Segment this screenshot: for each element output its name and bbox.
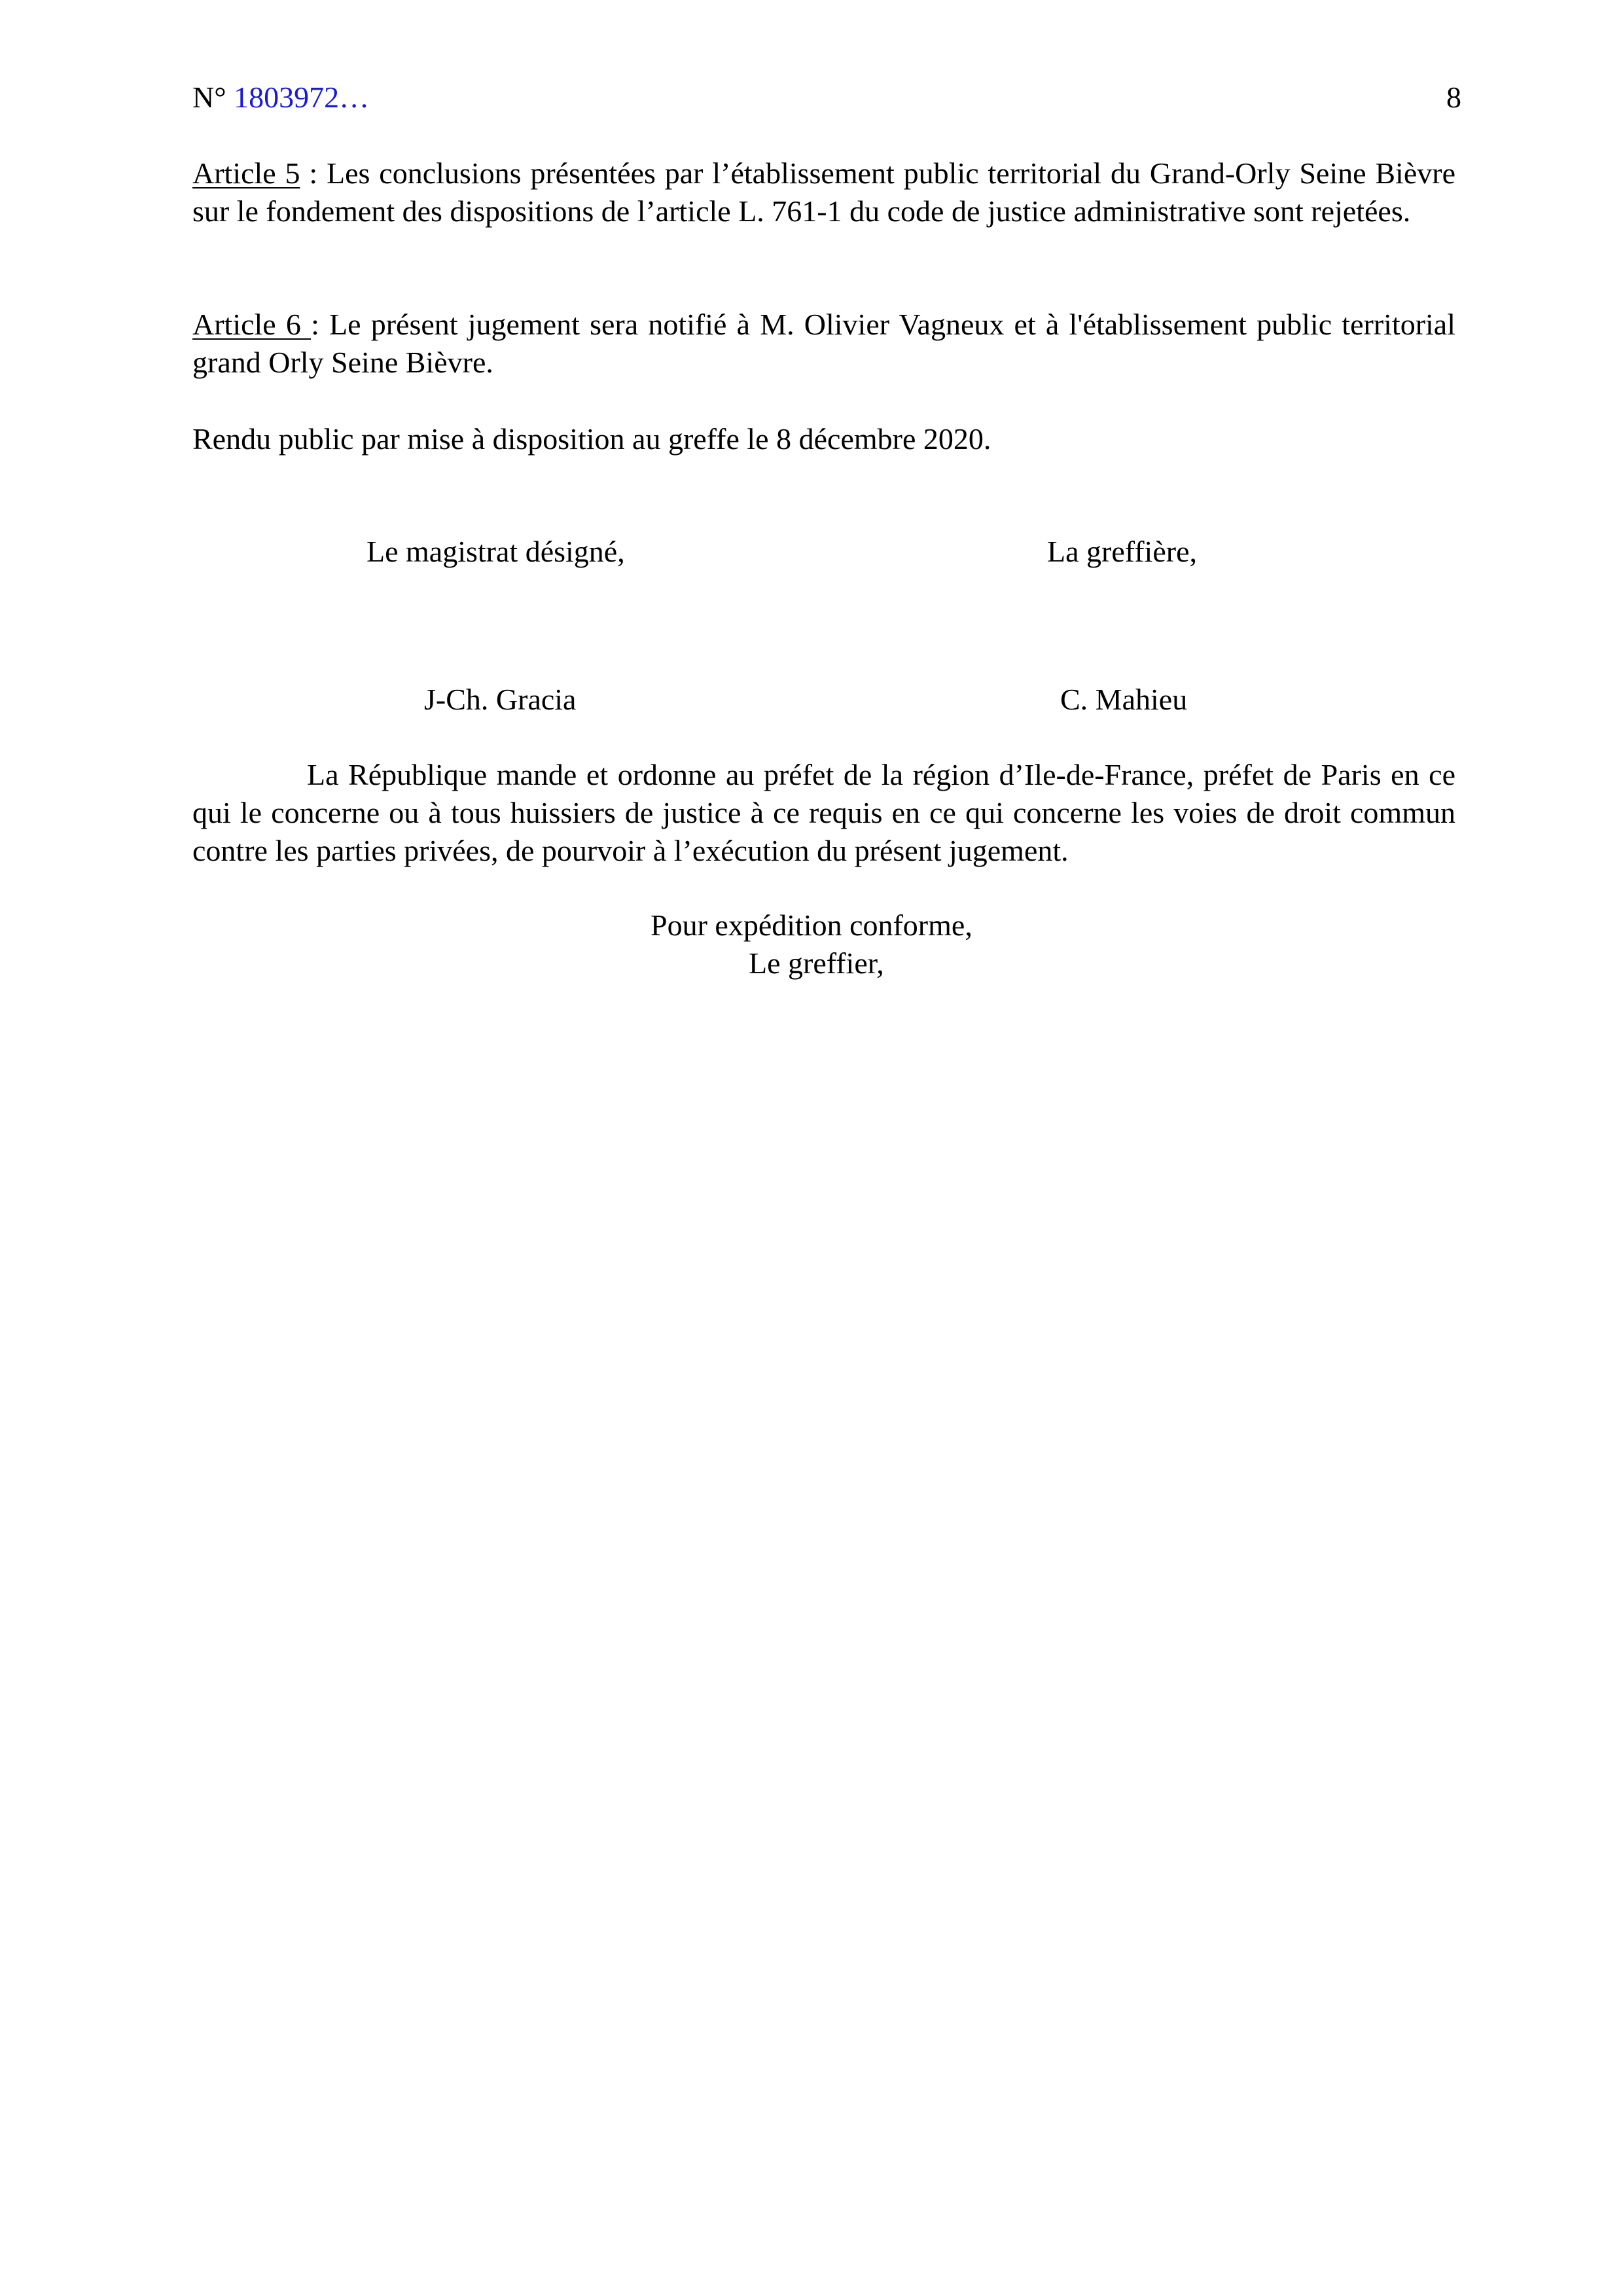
clerk-title: La greffière, [1047, 535, 1197, 568]
case-number: 1803972… [234, 81, 370, 114]
expedition-line-1: Pour expédition conforme, [651, 908, 972, 942]
page-number: 8 [1446, 81, 1461, 114]
article-6 [192, 306, 1455, 382]
article-6-text: : Le présent jugement sera notifié à M. Olivier Vagneux et à l'établissement public territorial grand Orly Seine Bièvre. [192, 308, 1455, 379]
expedition-line-2: Le greffier, [749, 946, 884, 980]
number-prefix: N° [192, 81, 234, 114]
magistrate-name: J-Ch. Gracia [424, 683, 577, 716]
case-number-header [192, 79, 369, 117]
article-6-label: Article 6 [192, 308, 312, 341]
clerk-name: C. Mahieu [1060, 683, 1188, 716]
executory-formula-text: La République mande et ordonne au préfet de la région d’Ile-de-France, préfet de Paris en ce qui le concerne ou à tous huissiers de justice à ce requis en ce qui concerne les voies de droit commun contre les parties privées, de pourvoir à l’exécution du présent jugement. [192, 758, 1455, 867]
executory-formula [192, 756, 1455, 870]
article-5-label: Article 5 [192, 156, 300, 190]
article-5-text: : Les conclusions présentées par l’établissement public territorial du Grand-Orly Seine Bièvre sur le fondement des dispositions de l’article L. 761-1 du code de justice administrative sont rejetées. [192, 156, 1455, 228]
article-5 [192, 154, 1455, 230]
magistrate-title: Le magistrat désigné, [366, 535, 625, 568]
rendu-public: Rendu public par mise à disposition au greffe le 8 décembre 2020. [192, 422, 991, 456]
